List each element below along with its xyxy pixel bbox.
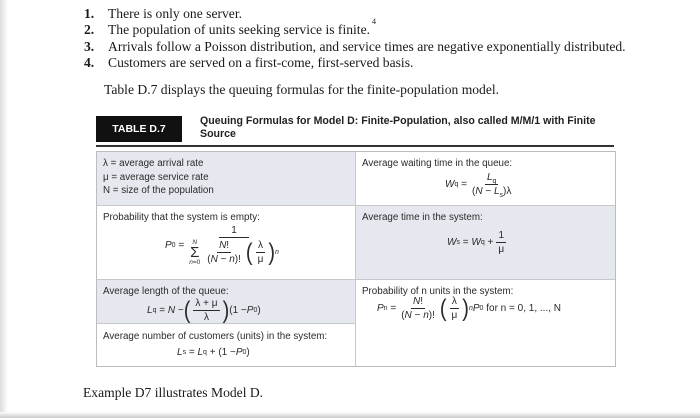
list-number: 1. <box>84 6 95 21</box>
pn-suffix: for n = 0, 1, ..., N <box>486 303 561 314</box>
list-number: 3. <box>84 38 95 54</box>
table-caption: Queuing Formulas for Model D: Finite-Population, also called M/M/1 with Finite Source <box>200 115 596 140</box>
p0-label: Probability that the system is empty: <box>103 212 260 223</box>
wq-formula: W q = $\frac{L_q}{(N - L_s)\lambda}$ <box>445 172 512 199</box>
ws-formula: W s = W q + $\frac{1}{\mu}$ <box>447 230 505 255</box>
wq-label: Average waiting time in the queue: <box>362 158 513 169</box>
definition-mu: μ = average service rate <box>103 171 209 183</box>
pn-formula: P n = $\frac{N!}{(N - n)!}$ ( $\frac{\lambda}{\mu}$ ) n P 0 for n = 0, 1, ..., N <box>377 295 561 322</box>
table-header <box>96 113 614 143</box>
definition-lambda: λ = average arrival rate <box>103 158 204 169</box>
list-item <box>84 55 626 71</box>
list-item <box>84 17 626 38</box>
formula-table <box>96 151 616 367</box>
list-text: There is only one server. <box>108 6 243 21</box>
lq-formula: L q = N − ( $\frac{\lambda + \mu}{\lambda}$ ) (1 − P 0 ) <box>147 297 261 324</box>
list-item <box>84 6 626 22</box>
p0-formula: P 0 = 1 N Σ n=0 $\frac{N!}{(N - n)!}$ ( $\frac{\lambda}{\mu}$ ) n <box>165 225 279 266</box>
intro-paragraph: Table D.7 displays the queuing formulas for the finite-population model. <box>104 82 500 97</box>
definitions-cell <box>97 152 356 206</box>
pn-label: Probability of n units in the system: <box>362 286 514 297</box>
lq-label: Average length of the queue: <box>103 286 229 297</box>
list-number: 4. <box>84 54 95 70</box>
list-number: 2. <box>84 22 95 38</box>
example-paragraph: Example D7 illustrates Model D. <box>83 385 264 400</box>
list-item <box>84 39 626 55</box>
list-text: Customers are served on a first-come, first-served basis. <box>108 54 414 70</box>
footnote-marker: 4 <box>372 17 376 27</box>
list-text: The population of units seeking service is finite. <box>108 22 370 38</box>
pn-cell <box>356 280 615 366</box>
header-rule <box>96 145 614 147</box>
definition-n: N = size of the population <box>103 185 214 196</box>
ls-cell <box>97 324 356 366</box>
table-label: TABLE D.7 <box>96 116 182 142</box>
page-shadow-left <box>0 0 8 418</box>
page-shadow-bottom <box>0 412 700 418</box>
ls-label: Average number of customers (units) in the system: <box>103 331 328 342</box>
ws-label: Average time in the system: <box>362 212 483 223</box>
ls-formula: L s = L q + (1 − P 0 ) <box>177 347 250 358</box>
list-text: Arrivals follow a Poisson distribution, and service times are negative exponentially distributed. <box>108 38 626 54</box>
model-assumptions-list <box>84 6 626 71</box>
